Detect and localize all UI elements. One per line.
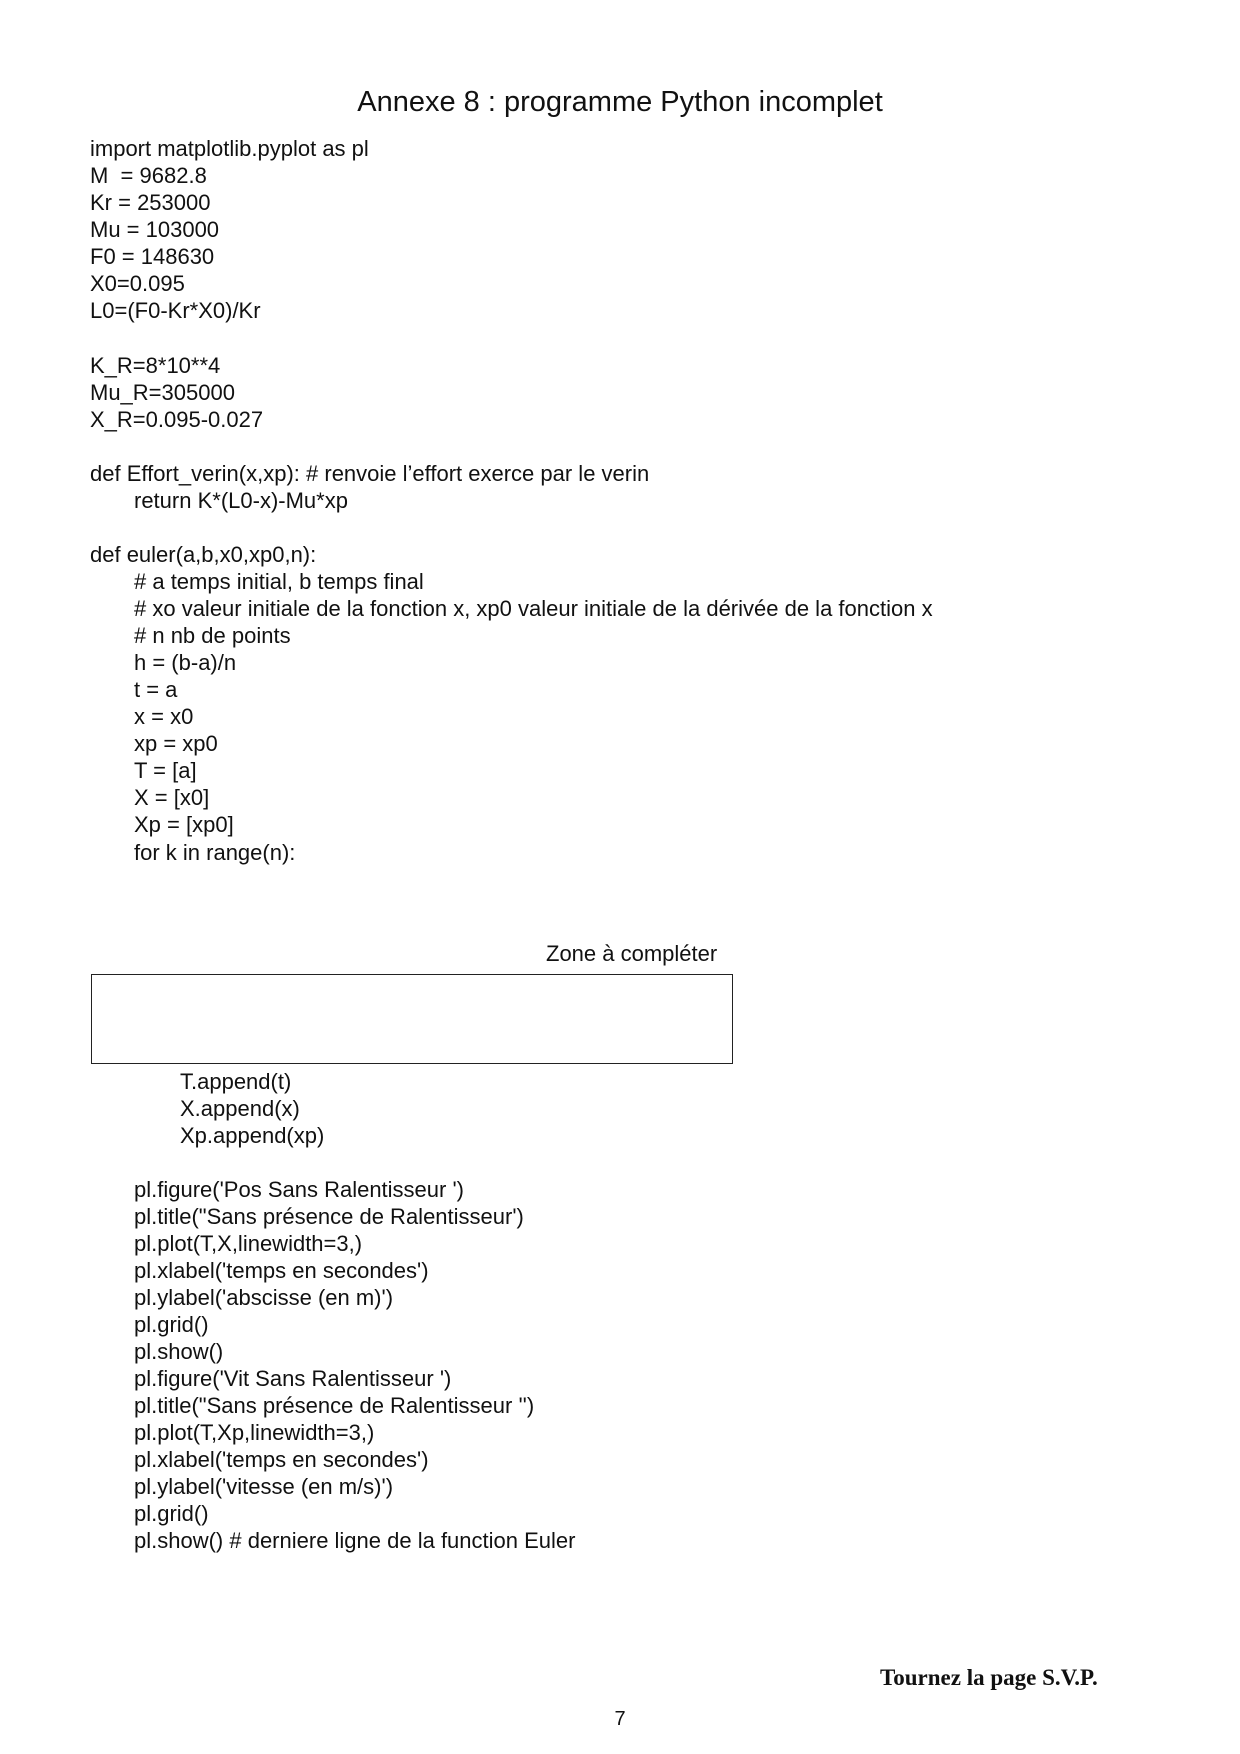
code-line: pl.plot(T,Xp,linewidth=3,) [134, 1420, 375, 1445]
code-line: pl.show() [134, 1339, 224, 1364]
code-line: X = [x0] [134, 785, 210, 810]
code-line: T.append(t) [180, 1069, 292, 1094]
code-line: # n nb de points [134, 623, 291, 648]
code-line: pl.plot(T,X,linewidth=3,) [134, 1231, 363, 1256]
page-number: 7 [614, 1708, 626, 1730]
code-line: pl.ylabel('vitesse (en m/s)') [134, 1474, 394, 1499]
code-line: def Effort_verin(x,xp): # renvoie l’effort exerce par le verin [90, 461, 650, 486]
code-line: K_R=8*10**4 [90, 353, 221, 378]
code-line: L0=(F0-Kr*X0)/Kr [90, 298, 261, 323]
code-line: # a temps initial, b temps final [134, 569, 424, 594]
code-line: pl.grid() [134, 1501, 209, 1526]
code-line: pl.xlabel('temps en secondes') [134, 1447, 429, 1472]
code-line: M = 9682.8 [90, 163, 207, 188]
code-line: X0=0.095 [90, 271, 185, 296]
zone-label: Zone à compléter [546, 941, 718, 966]
code-line: # xo valeur initiale de la fonction x, xp0 valeur initiale de la dérivée de la fonction x [134, 596, 933, 621]
answer-zone [91, 974, 733, 1064]
code-line: Xp.append(xp) [180, 1123, 325, 1148]
code-line: return K*(L0-x)-Mu*xp [134, 488, 348, 513]
code-line: pl.grid() [134, 1312, 209, 1337]
turn-page-note: Tournez la page S.V.P. [880, 1665, 1098, 1690]
code-line: F0 = 148630 [90, 244, 215, 269]
code-line: h = (b-a)/n [134, 650, 237, 675]
code-line: pl.show() # derniere ligne de la function Euler [134, 1528, 576, 1553]
code-line: x = x0 [134, 704, 194, 729]
code-line: xp = xp0 [134, 731, 218, 756]
code-line: Mu_R=305000 [90, 380, 235, 405]
code-line: T = [a] [134, 758, 197, 783]
code-line: pl.figure('Pos Sans Ralentisseur ') [134, 1177, 464, 1202]
code-line: X_R=0.095-0.027 [90, 407, 264, 432]
page-title: Annexe 8 : programme Python incomplet [357, 86, 883, 118]
code-line: pl.xlabel('temps en secondes') [134, 1258, 429, 1283]
code-line: pl.ylabel('abscisse (en m)') [134, 1285, 394, 1310]
code-line: pl.title("Sans présence de Ralentisseur '') [134, 1393, 535, 1418]
code-line: Xp = [xp0] [134, 812, 234, 837]
code-line: Mu = 103000 [90, 217, 220, 242]
code-line: Kr = 253000 [90, 190, 211, 215]
code-line: X.append(x) [180, 1096, 300, 1121]
code-line: for k in range(n): [134, 840, 296, 865]
code-line: import matplotlib.pyplot as pl [90, 136, 369, 161]
code-line: pl.title("Sans présence de Ralentisseur') [134, 1204, 524, 1229]
code-line: t = a [134, 677, 178, 702]
code-line: def euler(a,b,x0,xp0,n): [90, 542, 317, 567]
code-line: pl.figure('Vit Sans Ralentisseur ') [134, 1366, 452, 1391]
